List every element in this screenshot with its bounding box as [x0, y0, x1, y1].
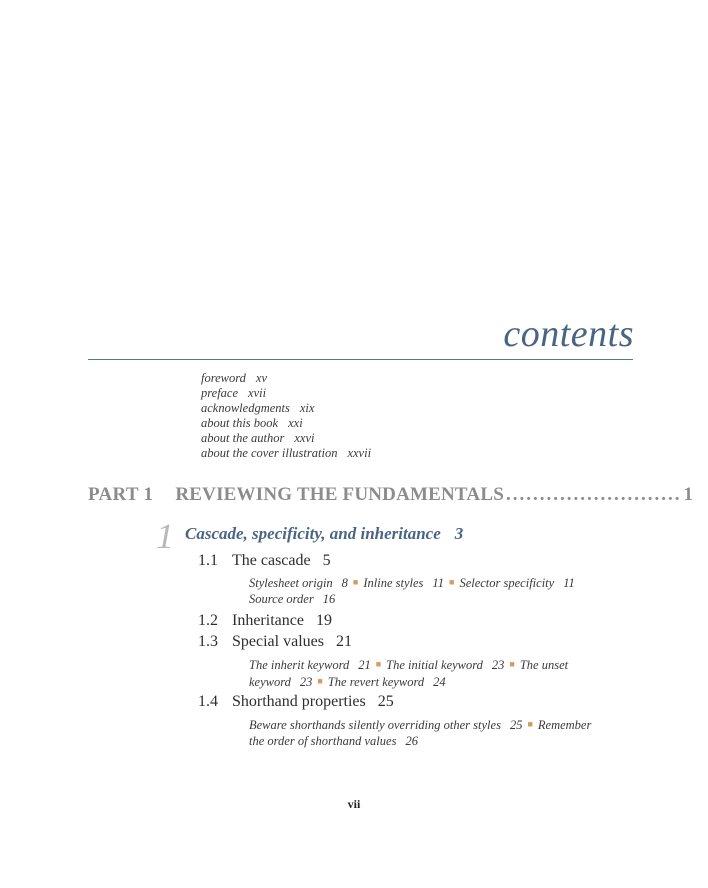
- section-title: Shorthand properties: [232, 693, 366, 710]
- section-number: 1.2: [198, 612, 218, 629]
- frontmatter-page: xv: [255, 371, 268, 385]
- section-page: 19: [315, 612, 332, 629]
- frontmatter-page: xvii: [248, 386, 267, 400]
- subsection-page: 16: [322, 592, 336, 606]
- section-page: 5: [322, 552, 331, 569]
- frontmatter-item-about-the-cover[interactable]: [201, 446, 371, 461]
- frontmatter-item-about-this-book[interactable]: [201, 416, 303, 431]
- frontmatter-label: preface: [201, 386, 239, 400]
- frontmatter-item-foreword[interactable]: [201, 371, 267, 386]
- subsection-list-1-4: [249, 716, 609, 749]
- leader-dots: ..........................: [505, 484, 682, 505]
- bullet-separator: ■: [352, 577, 359, 587]
- section-number: 1.3: [198, 633, 218, 650]
- subsection-title[interactable]: Beware shorthands silently overriding other styles: [249, 718, 501, 732]
- section-number: 1.1: [198, 552, 218, 569]
- section-1-4[interactable]: [198, 693, 394, 711]
- section-page: 25: [377, 693, 394, 710]
- bullet-separator: ■: [375, 659, 382, 669]
- subsection-list-1-1: [249, 574, 609, 607]
- subsection-title[interactable]: The revert keyword: [327, 675, 425, 689]
- subsection-title[interactable]: The inherit keyword: [249, 658, 350, 672]
- bullet-separator: ■: [317, 676, 323, 686]
- chapter-title: Cascade, specificity, and inheritance: [185, 524, 441, 543]
- frontmatter-label: about this book: [201, 416, 279, 430]
- frontmatter-label: about the cover illustration: [201, 446, 338, 460]
- subsection-title[interactable]: Selector specificity: [459, 576, 555, 590]
- section-title: The cascade: [232, 552, 311, 569]
- section-1-1[interactable]: [198, 552, 331, 570]
- frontmatter-item-about-the-author[interactable]: [201, 431, 314, 446]
- bullet-separator: ■: [449, 577, 455, 587]
- subsection-title[interactable]: The unset keyword: [249, 658, 569, 689]
- section-page: 21: [335, 633, 352, 650]
- subsection-title[interactable]: The initial keyword: [386, 658, 483, 672]
- part-heading[interactable]: [88, 484, 693, 506]
- section-1-2[interactable]: [198, 612, 332, 630]
- bullet-separator: ■: [509, 659, 515, 669]
- chapter-page: 3: [454, 524, 464, 543]
- section-number: 1.4: [198, 693, 218, 710]
- subsection-page: 11: [563, 576, 575, 590]
- part-number: PART 1: [88, 484, 154, 505]
- page-number: vii: [347, 797, 361, 811]
- frontmatter-label: foreword: [201, 371, 246, 385]
- subsection-page: 8: [341, 576, 348, 590]
- subsection-page: 25: [509, 718, 523, 732]
- frontmatter-page: xxvi: [294, 431, 315, 445]
- subsection-list-1-3: [249, 656, 609, 690]
- subsection-title[interactable]: Inline styles: [363, 576, 424, 590]
- frontmatter-label: about the author: [201, 431, 285, 445]
- section-title: Special values: [232, 633, 324, 650]
- subsection-title[interactable]: Remember the order of shorthand values: [249, 718, 592, 748]
- subsection-page: 26: [405, 734, 418, 748]
- page-title: contents: [503, 313, 634, 355]
- subsection-title[interactable]: Stylesheet origin: [249, 576, 333, 590]
- part-title: REVIEWING THE FUNDAMENTALS: [175, 484, 504, 505]
- section-1-3[interactable]: [198, 633, 352, 651]
- chapter-heading[interactable]: [185, 524, 463, 544]
- frontmatter-page: xxi: [288, 416, 303, 430]
- subsection-page: 23: [491, 658, 505, 672]
- frontmatter-label: acknowledgments: [201, 401, 290, 415]
- frontmatter-page: xxvii: [347, 446, 372, 460]
- section-title: Inheritance: [232, 612, 304, 629]
- bullet-separator: ■: [527, 719, 533, 729]
- subsection-page: 23: [299, 675, 313, 689]
- frontmatter-item-preface[interactable]: [201, 386, 266, 401]
- subsection-page: 11: [432, 576, 444, 590]
- title-rule: [88, 359, 633, 360]
- subsection-page: 24: [433, 675, 446, 689]
- subsection-page: 21: [358, 658, 371, 672]
- frontmatter-page: xix: [299, 401, 315, 415]
- chapter-number: 1: [156, 516, 174, 556]
- part-page: 1: [683, 484, 693, 505]
- frontmatter-item-acknowledgments[interactable]: [201, 401, 314, 416]
- subsection-title[interactable]: Source order: [249, 592, 314, 606]
